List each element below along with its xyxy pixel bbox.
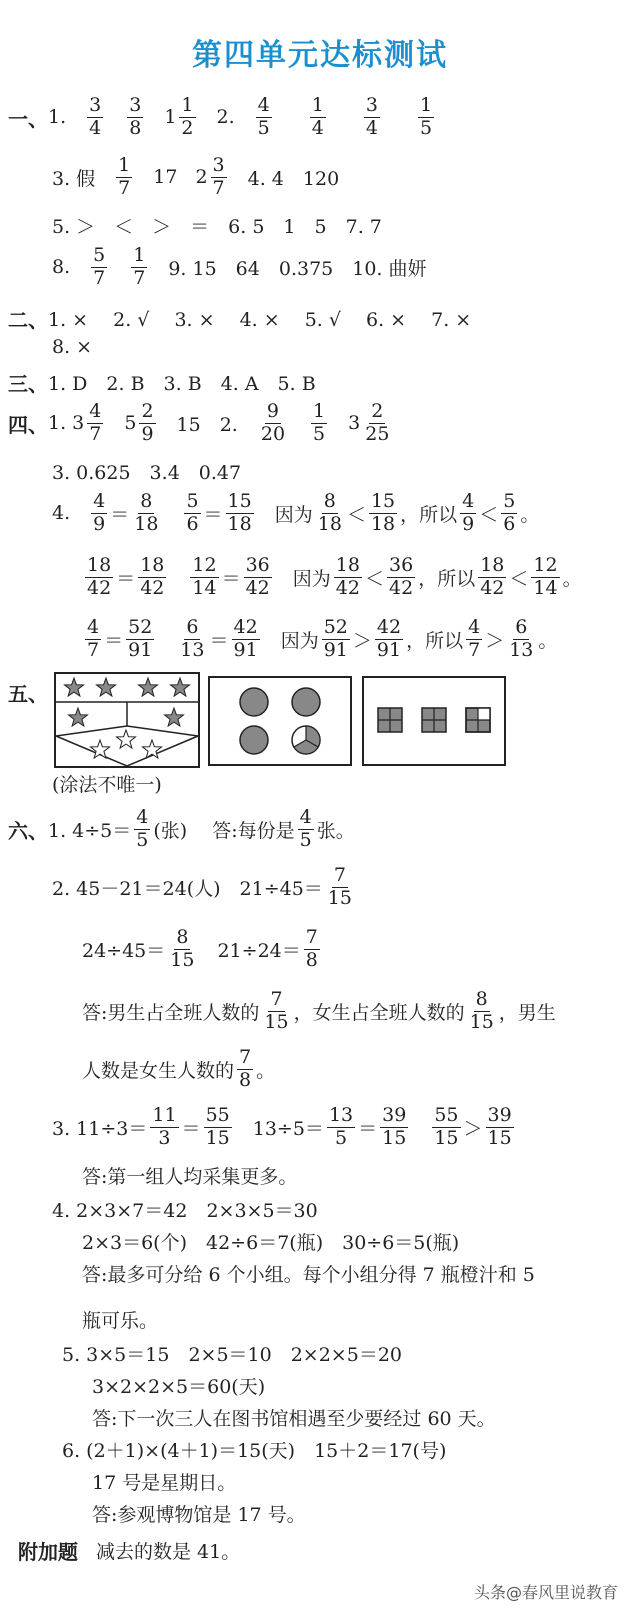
page-title: 第四单元达标测试: [192, 38, 448, 73]
stars-figure: [54, 672, 200, 768]
fraction: $\frac{4}{7}$: [468, 616, 481, 661]
s5-note: (涂法不唯一): [52, 774, 162, 796]
fraction: $\frac{8}{18}$: [134, 490, 159, 535]
s1-line3: 5. ＞ ＜ ＞ ＝ 6. 5 1 5 7. 7: [52, 216, 382, 238]
s6-q4a: 4. 2×3×7＝42 2×3×5＝30: [52, 1200, 318, 1222]
s6-q3-answer: 答:第一组人均采集更多。: [82, 1166, 298, 1188]
fraction: $\frac{7}{8}$: [305, 926, 318, 971]
fraction: $\frac{12}{14}$: [533, 554, 558, 599]
s6-q5c: 答:下一次三人在图书馆相遇至少要经过 60 天。: [92, 1408, 496, 1430]
fraction: $\frac{5}{7}$: [93, 244, 106, 289]
s2-line1: 二、 1. × 2. √ 3. × 4. × 5. √ 6. × 7. ×: [8, 308, 472, 332]
fraction: $\frac{1}{7}$: [118, 154, 131, 199]
s6-q4d: 瓶可乐。: [82, 1310, 159, 1332]
fraction: $\frac{3}{7}$: [212, 154, 225, 199]
circles-drawing: [210, 678, 350, 764]
s2-line2: 8. ×: [52, 336, 93, 358]
s6-q2a: 2. 45－21＝24(人) 21÷45＝ $\frac{7}{15}$: [52, 864, 352, 909]
fraction: $\frac{18}{42}$: [140, 554, 165, 599]
fraction: $\frac{11}{3}$: [152, 1104, 177, 1149]
s4-row3: $\frac{4}{7}$ ＝ $\frac{52}{91}$ $\frac{6}{13}$ ＝ $\frac{42}{91}$ 因为 $\frac{52}{91}$ ＞ $\frac{42}{91}$ ，所以 $\frac{4}{7}$ ＞ $\frac{6}{13}$ 。: [87, 616, 558, 661]
extra-question: 附加题 减去的数是 41。: [18, 1536, 240, 1565]
s6-q4b: 2×3＝6(个) 42÷6＝7(瓶) 30÷6＝5(瓶): [82, 1232, 460, 1254]
fraction: $\frac{13}{5}$: [328, 1104, 354, 1149]
s1-line2: 3. 假 $\frac{1}{7}$ 17 2 $\frac{3}{7}$ 4. 4 120: [52, 154, 340, 199]
fraction: $\frac{6}{13}$: [509, 616, 534, 661]
fraction: $\frac{7}{15}$: [264, 988, 289, 1033]
fraction: $\frac{18}{42}$: [87, 554, 112, 599]
fraction: $\frac{8}{15}$: [469, 988, 494, 1033]
s6-q2b: 24÷45＝ $\frac{8}{15}$ 21÷24＝ $\frac{7}{8}$: [82, 926, 318, 971]
fraction: $\frac{5}{6}$: [503, 490, 516, 535]
fraction: $\frac{12}{14}$: [192, 554, 217, 599]
fraction: $\frac{7}{8}$: [239, 1046, 252, 1091]
fraction: $\frac{42}{91}$: [376, 616, 402, 661]
fraction: $\frac{4}{5}$: [257, 94, 270, 139]
s4-row1: 4. $\frac{4}{9}$ ＝ $\frac{8}{18}$ $\frac{5}{6}$ ＝ $\frac{15}{18}$ 因为 $\frac{8}{18}$ ＜ $\frac{15}{18}$ ，所以 $\frac{4}{9}$ ＜ $\frac{5}{6}$ 。: [52, 490, 540, 535]
fraction: $\frac{3}{4}$: [365, 94, 378, 139]
fraction: $\frac{52}{91}$: [323, 616, 348, 661]
watermark: 头条@春风里说教育: [473, 1583, 618, 1602]
fraction: $\frac{18}{42}$: [335, 554, 360, 599]
fraction: $\frac{4}{5}$: [136, 806, 149, 851]
fraction: $\frac{52}{91}$: [128, 616, 153, 661]
section-label: 一、: [8, 106, 48, 131]
s4-line2: 3. 0.625 3.4 0.47: [52, 462, 242, 484]
fraction: $\frac{4}{9}$: [93, 490, 106, 535]
fraction: $\frac{36}{42}$: [389, 554, 414, 599]
s5-label: 五、: [8, 682, 48, 706]
s6-q5b: 3×2×2×5＝60(天): [92, 1376, 266, 1398]
fraction: $\frac{55}{15}$: [434, 1104, 459, 1149]
s4-line1: 四、 1. 3 $\frac{4}{7}$ 5 $\frac{2}{9}$ 15 2. $\frac{9}{20}$ $\frac{1}{5}$ 3 $\frac{2}{25}$: [8, 400, 390, 445]
fraction: $\frac{4}{5}$: [299, 806, 312, 851]
s6-q2d: 人数是女生人数的 $\frac{7}{8}$ 。: [82, 1046, 276, 1091]
s4-row2: $\frac{18}{42}$ ＝ $\frac{18}{42}$ $\frac{12}{14}$ ＝ $\frac{36}{42}$ 因为 $\frac{18}{42}$ ＜ $\frac{36}{42}$ ，所以 $\frac{18}{42}$ ＜ $\frac{12}{14}$ 。: [87, 554, 582, 599]
fraction: $\frac{9}{20}$: [260, 400, 286, 445]
s6-q5a: 5. 3×5＝15 2×5＝10 2×2×5＝20: [62, 1344, 402, 1366]
s6-q4c: 答:最多可分给 6 个小组。每个小组分得 7 瓶橙汁和 5: [82, 1264, 535, 1286]
fraction: $\frac{39}{15}$: [382, 1104, 407, 1149]
fraction: $\frac{4}{7}$: [89, 400, 102, 445]
s6-q1: 六、 1. 4÷5＝ $\frac{4}{5}$ (张) 答:每份是 $\frac{4}{5}$ 张。: [8, 806, 355, 851]
fraction: $\frac{1}{5}$: [419, 94, 433, 139]
fraction: $\frac{2}{25}$: [365, 400, 390, 445]
fraction: $\frac{15}{18}$: [227, 490, 252, 535]
s3-line1: 三、 1. D 2. B 3. B 4. A 5. B: [8, 372, 316, 396]
s6-q6a: 6. (2＋1)×(4＋1)＝15(天) 15＋2＝17(号): [62, 1440, 447, 1462]
s1-line4: 8. $\frac{5}{7}$ $\frac{1}{7}$ 9. 15 64 0.375 10. 曲妍: [52, 244, 427, 289]
fraction: $\frac{39}{15}$: [487, 1104, 512, 1149]
fraction: $\frac{18}{42}$: [480, 554, 505, 599]
circles-figure: [208, 676, 352, 766]
fraction: $\frac{4}{7}$: [87, 616, 100, 661]
fraction: $\frac{3}{8}$: [129, 94, 142, 139]
fraction: $\frac{1}{4}$: [311, 94, 324, 139]
fraction: $\frac{2}{9}$: [141, 400, 154, 445]
s6-q3: 3. 11÷3＝ $\frac{11}{3}$ ＝ $\frac{55}{15}$ 13÷5＝ $\frac{13}{5}$ ＝ $\frac{39}{15}$ $\frac{55}{15}$ ＞ $\frac{39}{15}$: [52, 1104, 512, 1149]
fraction: $\frac{15}{18}$: [370, 490, 396, 535]
stars-drawing: [56, 674, 198, 766]
fraction: $\frac{55}{15}$: [205, 1104, 230, 1149]
fraction: $\frac{42}{91}$: [233, 616, 258, 661]
s1-line1: 一、 1. $\frac{3}{4}$ $\frac{3}{8}$ 1 $\frac{1}{2}$ 2. $\frac{4}{5}$ $\frac{1}{4}$ $\frac{3}{4}$ $\frac{1}{5}$: [8, 94, 433, 139]
squares-figure: [362, 676, 506, 766]
fraction: $\frac{36}{42}$: [245, 554, 270, 599]
fraction: $\frac{8}{18}$: [317, 490, 342, 535]
fraction: $\frac{1}{2}$: [181, 94, 194, 139]
fraction: $\frac{3}{4}$: [89, 94, 102, 139]
fraction: $\frac{4}{9}$: [462, 490, 475, 535]
fraction: $\frac{5}{6}$: [186, 490, 199, 535]
fraction: $\frac{8}{15}$: [170, 926, 195, 971]
s6-q2c: 答:男生占全班人数的 $\frac{7}{15}$ ，女生占全班人数的 $\frac{8}{15}$ ，男生: [82, 988, 556, 1033]
extra-label: 附加题: [18, 1540, 78, 1564]
fraction: $\frac{7}{15}$: [327, 864, 352, 909]
fraction: $\frac{1}{7}$: [133, 244, 146, 289]
fraction: $\frac{1}{5}$: [313, 400, 326, 445]
s6-q6b: 17 号是星期日。: [92, 1472, 237, 1494]
squares-drawing: [364, 678, 504, 764]
fraction: $\frac{6}{13}$: [180, 616, 205, 661]
s6-q6c: 答:参观博物馆是 17 号。: [92, 1504, 306, 1526]
